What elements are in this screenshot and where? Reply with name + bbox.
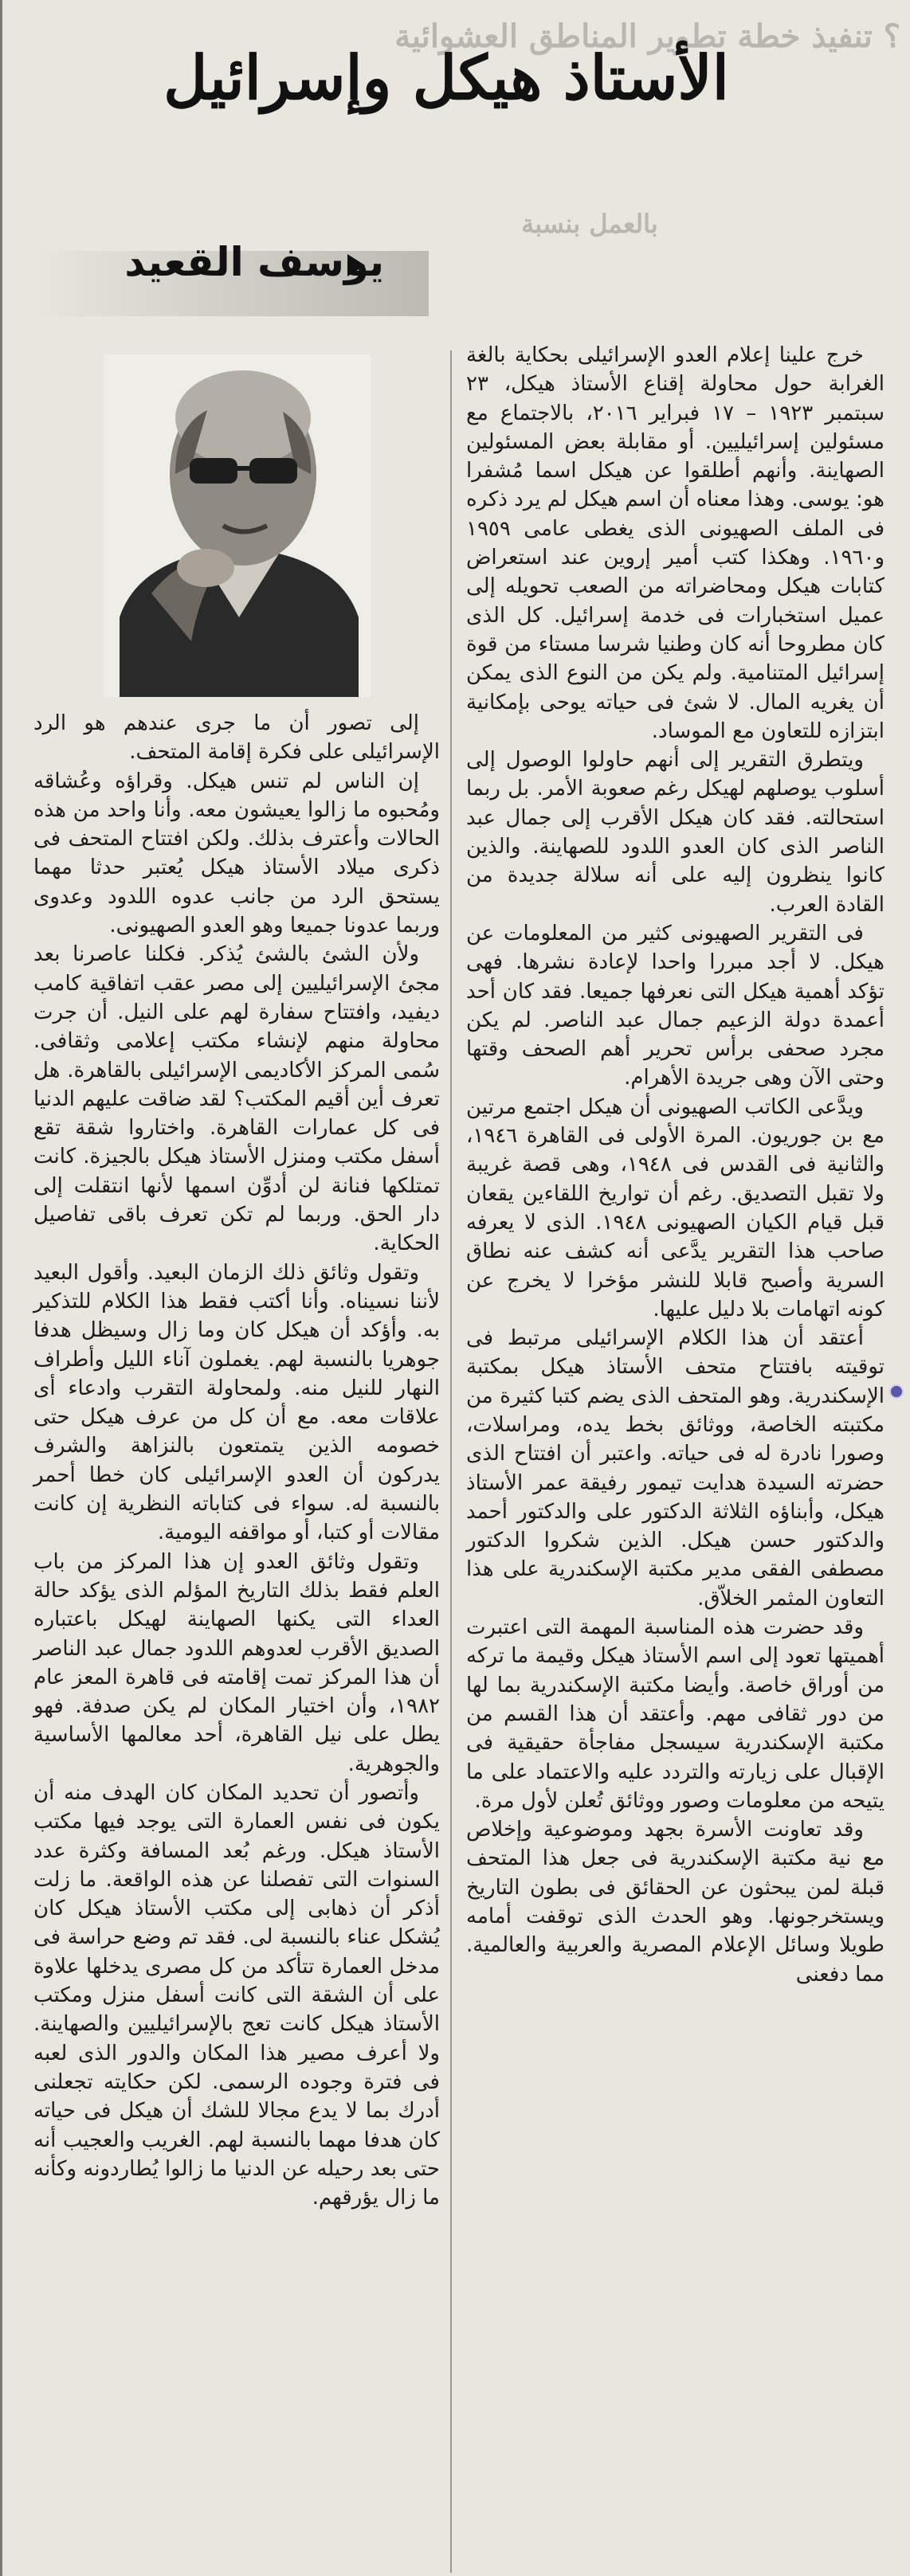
- article-paragraph: إلى تصور أن ما جرى عندهم هو الرد الإسرائيلى على فكرة إقامة المتحف.: [33, 711, 440, 765]
- article-column-left: [33, 709, 440, 2573]
- author-photo: [104, 354, 371, 697]
- article-paragraph: أعتقد أن هذا الكلام الإسرائيلى مرتبط فى توقيته بافتتاح متحف الأستاذ هيكل بمكتبة الإسكندرية. وهو المتحف الذى يضم كتبا كثيرة من مكتبته الخاصة، ووثائق بخط يده، ومراسلات، وصورا نادرة له فى حياته. واعتبر أن افتتاح الذى حضرته السيدة هدايت تيمور رفيقة عمر الأستاذ هيكل، وأبناؤه الثلاثة الدكتور على والدكتور أحمد والدكتور حسن هيكل. الذين شكروا الدكتور مصطفى الفقى مدير مكتبة الإسكندرية على هذا التعاون المثمر الخلاّق.: [466, 1326, 885, 1611]
- author-portrait-icon: [104, 354, 371, 697]
- article-paragraph: إن الناس لم تنس هيكل. وقراؤه وعُشاقه ومُحبوه ما زالوا يعيشون معه. وأنا واحد من هذه الحالات وأعترف بذلك. ولكن افتتاح المتحف فى ذكرى ميلاد الأستاذ هيكل يُعتبر حدثا مهما يستحق الرد من جانب عدوه اللدود وعدوى وربما عدونا جميعا وهو العدو الصهيونى.: [33, 769, 440, 938]
- neighbor-article-subline: بالعمل بنسبة: [521, 209, 658, 239]
- article-paragraph: فى التقرير الصهيونى كثير من المعلومات عن هيكل. لا أجد مبررا واحدا لإعادة نشرها. فهى تؤكد أهمية هيكل التى نعرفها جميعا. فقد كان أحد أعمدة دولة الزعيم جمال عبد الناصر. لم يكن مجرد صحفى برأس تحرير أهم الصحف وقتها وحتى الآن وهى جريدة الأهرام.: [466, 921, 885, 1090]
- article-paragraph: وتقول وثائق العدو إن هذا المركز من باب العلم فقط بذلك التاريخ المؤلم الذى يؤكد حالة العداء التى يكنها الصهاينة لهيكل باعتباره الصديق الأقرب لعدوهم اللدود جمال عبد الناصر أن هذا المركز تمت إقامته فى قاهرة المعز عام ١٩٨٢، وأن اختيار المكان لم يكن صدفة. فهو يطل على نيل القاهرة، أحد معالمها الأساسية والجوهرية.: [33, 1549, 440, 1776]
- article-paragraph: وأتصور أن تحديد المكان كان الهدف منه أن يكون فى نفس العمارة التى يوجد فيها مكتب الأستاذ هيكل. ورغم بُعد المسافة وكثرة عدد السنوات التى تفصلنا عن هذه الواقعة. ما زلت أذكر أن ذهابى إلى مكتب الأستاذ هيكل كان يُشكل عناء بالنسبة لى. فقد تم وضع حراسة فى مدخل العمارة تتأكد من كل مصرى يدخلها علاوة على أن الشقة التى كانت أسفل منزل ومكتب الأستاذ هيكل كانت تعج بالإسرائيليين والصهاينة. ولا أعرف مصير هذا المكان والدور الذى لعبه فى فترة وجوده الرسمى. لكن حكايته تجعلنى أدرك بما لا يدع مجالا للشك أن هيكل فى حياته كان هدفا مهما بالنسبة لهم. الغريب والعجيب أنه حتى بعد رحيله عن الدنيا ما زالوا يُطاردونه وكأنه ما زال يؤرقهم.: [33, 1780, 440, 2210]
- author-byline: يوسف القعيد: [124, 239, 384, 285]
- article-column-right: [466, 341, 885, 2571]
- neighbor-article-headline: ؟ تنفيذ خطة تطوير المناطق العشوائية: [394, 18, 900, 55]
- article-paragraph: ويدَّعى الكاتب الصهيونى أن هيكل اجتمع مرتين مع بن جوريون. المرة الأولى فى القاهرة ١٩٤٦، والثانية فى القدس فى ١٩٤٨، وهى قصة غريبة ولا تقبل التصديق. رغم أن تواريخ اللقاءين يقعان قبل قيام الكيان الصهيونى ١٩٤٨. الذى لا يعرفه صاحب هذا التقرير يدَّعى أنه كشف عنه نطاق السرية وأصبح قابلا للنشر مؤخرا لا يخرج عن كونه اتهامات بلا دليل عليها.: [466, 1094, 885, 1321]
- circle-bullet-icon: [889, 1384, 904, 1399]
- article-paragraph: وتقول وثائق ذلك الزمان البعيد. وأقول البعيد لأننا نسيناه. وأنا أكتب فقط هذا الكلام للتذكير به. وأؤكد أن هيكل كان وما زال وسيظل هدفا جوهريا بالنسبة لهم. يغملون آناء الليل وأطراف النهار للنيل منه. ولمحاولة التقرب وادعاء أى علاقات معه. مع أن كل من عرف هيكل حتى خصومه الذين يتمتعون بالنزاهة والشرف يدركون أن العدو الإسرائيلى كان خطا أحمر بالنسبة له. سواء فى كتاباته النظرية إن كانت مقالات أو كتبا، أو مواقفه اليومية.: [33, 1260, 440, 1545]
- column-divider: [450, 350, 452, 2573]
- page-edge-rule: [0, 0, 2, 2576]
- article-paragraph: خرج علينا إعلام العدو الإسرائيلى بحكاية بالغة الغرابة حول محاولة إقناع الأستاذ هيكل، ٢٣ سبتمبر ١٩٢٣ – ١٧ فبراير ٢٠١٦، بالاجتماع مع مسئولين إسرائيليين. أو مقابلة بعض المسئولين الصهاينة. وأنهم أطلقوا عن هيكل اسما مُشفرا هو: يوسى. وهذا معناه أن اسم هيكل لم يرد ذكره فى الملف الصهيونى الذى يغطى عامى ١٩٥٩ و١٩٦٠. وهكذا كتب أمير إروين عند استعراض كتابات هيكل ومحاضراته من الصعب تحويله إلى عميل استخبارات فى خدمة إسرائيل. كل الذى كان مطروحا أنه كان وطنيا شرسا مستاء من قوة إسرائيل المتنامية. ولم يكن من النوع الذى يمكن أن يغريه المال. لا شئ فى حياته يوحى بإمكانية ابتزازه للتعاون مع الموساد.: [466, 343, 885, 743]
- article-headline: الأستاذ هيكل وإسرائيل: [163, 42, 729, 113]
- article-paragraph: ولأن الشئ بالشئ يُذكر. فكلنا عاصرنا بعد مجئ الإسرائيليين إلى مصر عقب اتفاقية كامب ديفيد، وافتتاح سفارة لهم على النيل. أن جرت محاولة منهم لإنشاء مكتب إعلامى وثقافى. سُمى المركز الأكاديمى الإسرائيلى بالقاهرة. هل تعرف أين أقيم المكتب؟ لقد ضاقت عليهم الدنيا فى كل عمارات القاهرة. واختاروا شقة تقع أسفل مكتب ومنزل الأستاذ هيكل بالجيزة. كانت تمتلكها فنانة لن أدوِّن اسمها لأنها انتقلت إلى دار الحق. وربما لم تكن تعرف باقى تفاصيل الحكاية.: [33, 942, 440, 1256]
- article-paragraph: ويتطرق التقرير إلى أنهم حاولوا الوصول إلى أسلوب يوصلهم لهيكل رغم صعوبة الأمر. بل ربما استحالته. فقد كان هيكل الأقرب إلى جمال عبد الناصر الذى كان العدو اللدود للصهاينة. والذين كانوا ينظرون إليه على أنه سلالة جديدة من القادة العرب.: [466, 748, 885, 917]
- article-paragraph: وقد تعاونت الأسرة بجهد وموضوعية وإخلاص مع نية مكتبة الإسكندرية فى جعل هذا المتحف قبلة لمن يبحثون عن الحقائق فى بطون التاريخ ويستخرجونها. وهو الحدث الذى توقفت أمامه طويلا وسائل الإعلام المصرية والعربية والعالمية. مما دفعنى: [466, 1818, 885, 1987]
- article-paragraph: وقد حضرت هذه المناسبة المهمة التى اعتبرت أهميتها تعود إلى اسم الأستاذ هيكل وقيمة ما تركه من أوراق خاصة. وأيضا مكتبة الإسكندرية بما لها من دور ثقافى مهم. وأعتقد أن هذا القسم من مكتبة الإسكندرية سيسجل مفاجأة حقيقية فى الإقبال على زيارته والتردد عليه والاعتماد على ما يتيحه من معلومات وصور ووثائق تُعلن لأول مرة.: [466, 1615, 885, 1813]
